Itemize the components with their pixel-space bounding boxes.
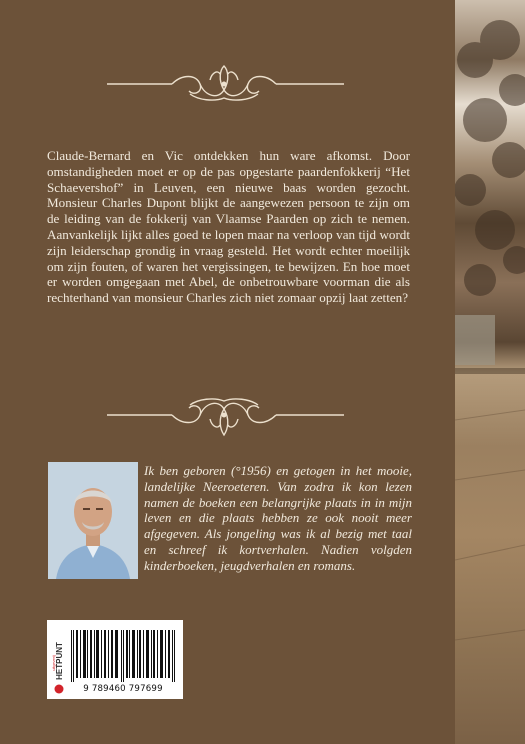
publisher-name: HETPUNT <box>55 642 64 680</box>
author-photo <box>48 462 138 579</box>
middle-flourish-divider <box>0 395 455 443</box>
isbn-number: 9 789460 797699 <box>83 684 163 694</box>
top-flourish-divider <box>0 60 455 108</box>
book-blurb: Claude-Bernard en Vic ontdekken hun ware afkomst. Door omstandigheden moet er op de pas opgestarte paardenfokkerij “Het Schaevershof” in Leuven, een nieuwe baas worden gezocht. Monsieur Charles Dupont blijkt de aangewezen persoon te zijn om de leiding van de fokkerij van Vlaamse Paarden op zich te nemen. Aanvankelijk lijkt alles goed te lopen maar na verloop van tijd wordt zijn leiderschap grondig in vraag gesteld. Het wordt echter moeilijk om zijn fouten, of waren het vergissingen, te bewijzen. En hoe moet er worden omgegaan met Abel, de onbetrouwbare voorman die als rechterhand van monsieur Charles zich niet zomaar opzij laat zetten? <box>47 148 410 306</box>
landscape-photo-strip <box>455 0 525 744</box>
tree-and-field-image <box>455 0 525 744</box>
author-portrait-image <box>48 462 138 579</box>
publisher-dot-icon <box>55 685 64 694</box>
barcode-image <box>71 630 175 682</box>
author-biography: Ik ben geboren (°1956) en getogen in het mooie, landelijke Neeroeteren. Van zodra ik kon lezen namen de boeken een belangrijke plaats in in mijn leven en die plaats hebben ze ook nooit meer afgegeven. Als jongeling was ik al bezig met taal en schreef ik kortverhalen. Nadien volgden kinderboeken, jeugdverhalen en romans. <box>144 463 412 573</box>
publisher-logo <box>50 623 66 696</box>
publisher-small-label: uitgeverij <box>52 655 56 671</box>
isbn-barcode-panel <box>47 620 183 699</box>
